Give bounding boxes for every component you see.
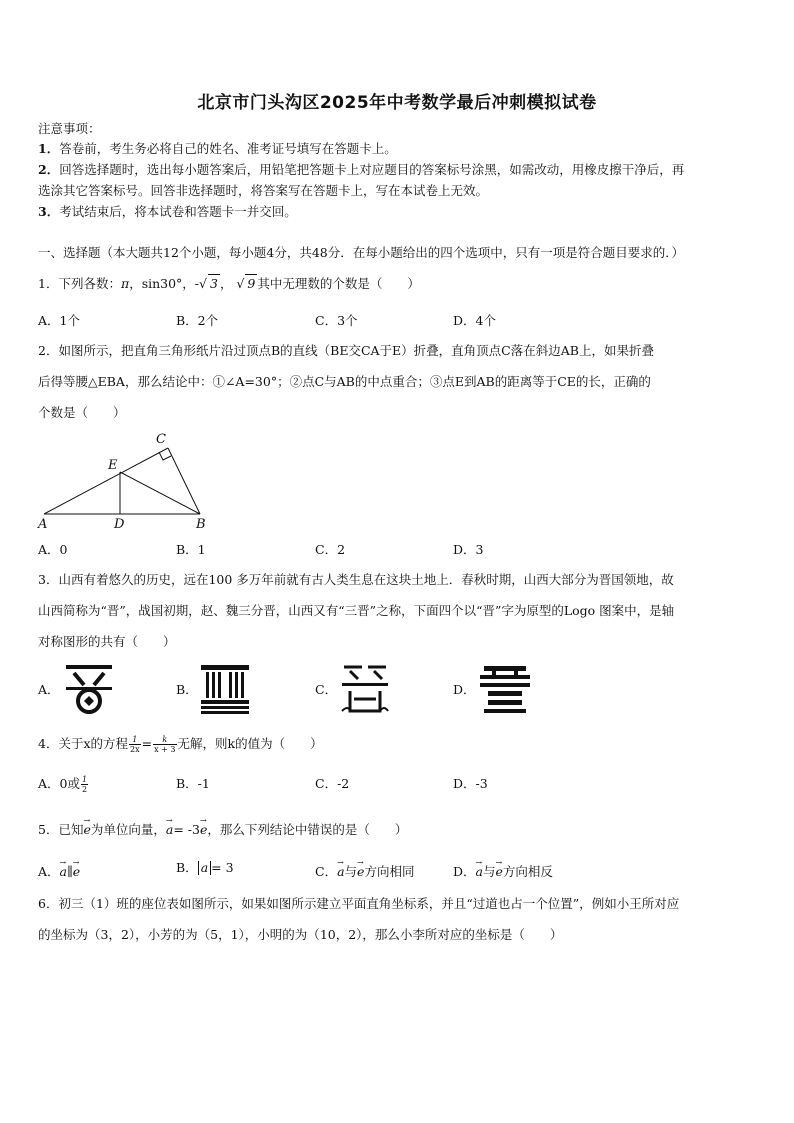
q1-pi: π: [120, 276, 130, 291]
q4-fraction-1: $\frac{1}{2x}$: [130, 735, 140, 754]
question-6-line-1: 6．初三（1）班的座位表如图所示，如果如图所示建立平面直角坐标系，并且“过道也占一个位置”，例如小王所对应: [38, 896, 680, 911]
q1-option-b: B．2个: [176, 313, 219, 328]
q4-suffix: 无解，则k的值为（ ）: [177, 736, 323, 751]
q5-option-c: C．→ a与→ e方向相同: [315, 857, 414, 883]
label-d: D: [114, 517, 125, 532]
note-2-text-a: 回答选择题时，选出每小题答案后，用铅笔把答题卡上对应题目的答案标号涂黑，如需改动，用橡皮擦干净后，再: [59, 162, 685, 177]
label-b: B: [196, 517, 206, 532]
q5-mid: 为单位向量，: [90, 822, 166, 837]
question-1: [38, 274, 420, 293]
question-3-line-1: 3．山西有着悠久的历史，远在100 多万年前就有古人类生息在这块土地上．春秋时期，山西大部分为晋国领地，故: [38, 572, 674, 587]
q3-option-c: C．: [315, 682, 338, 697]
page-title: 北京市门头沟区2025年中考数学最后冲刺模拟试卷: [197, 93, 597, 113]
q5-option-d: D．→ a与→ e方向相反: [453, 857, 553, 883]
note-1-num: 1．: [38, 141, 60, 156]
label-c: C: [156, 432, 166, 447]
question-2-line-3: 个数是（ ）: [38, 405, 126, 420]
q5-vector-e-2: → e: [200, 815, 207, 841]
q3-option-d: D．: [453, 682, 476, 697]
q2-option-d: D．3: [453, 542, 484, 557]
q5-option-a: A．→ a∥→ e: [38, 857, 80, 883]
right-angle-mark: [159, 452, 171, 460]
triangle-figure: [32, 430, 212, 535]
q5-rel: = -3: [173, 822, 200, 837]
q5-vector-a: → a: [166, 815, 173, 841]
note-1-text: 答卷前，考生务必将自己的姓名、准考证号填写在答题卡上。: [59, 141, 397, 156]
q2-option-b: B．1: [176, 542, 206, 557]
q3-option-b: B．: [176, 682, 198, 697]
q5-vector-e: → e: [83, 815, 90, 841]
jin-logo-d-icon: [478, 661, 532, 715]
q1-suffix: 其中无理数的个数是（ ）: [257, 276, 420, 291]
note-3: [38, 203, 297, 221]
note-2-num: 2．: [38, 162, 60, 177]
note-2: [38, 161, 684, 179]
edge-cb: [168, 448, 200, 514]
q1-option-a: A．1个: [38, 313, 80, 328]
note-2-cont: 选涂其它答案标号。回答非选择题时，将答案写在答题卡上，写在本试卷上无效。: [38, 183, 489, 198]
sqrt-icon: √: [199, 276, 207, 291]
q4-option-c: C．-2: [315, 776, 350, 791]
note-3-num: 3．: [38, 204, 60, 219]
sqrt-icon: √: [236, 276, 245, 291]
question-5: [38, 815, 407, 841]
q4-option-a: A．0或 $\frac{1}{2}$: [38, 775, 88, 794]
q4-fraction-2: $\frac{k}{x + 3}$: [154, 735, 176, 754]
q2-option-a: A．0: [38, 542, 68, 557]
jin-logo-a-icon: [62, 661, 116, 715]
q2-option-c: C．2: [315, 542, 346, 557]
label-a: A: [38, 517, 48, 532]
question-3-line-3: 对称图形的共有（ ）: [38, 634, 176, 649]
label-e: E: [108, 458, 118, 473]
q1-sqrt9: 9: [247, 276, 256, 291]
question-2-line-1: 2．如图所示，把直角三角形纸片沿过顶点B的直线（BE交CA于E）折叠，直角顶点C落在斜边AB上，如果折叠: [38, 343, 654, 358]
question-6-line-2: 的坐标为（3，2），小芳的为（5，1），小明的为（10，2），那么小李所对应的坐标是（ ）: [38, 927, 563, 942]
q3-option-a: A．: [38, 682, 60, 697]
q1-sqrt3: 3: [210, 276, 218, 291]
question-4: [38, 733, 323, 755]
q4-option-b: B．-1: [176, 776, 210, 791]
edge-ac: [44, 448, 168, 514]
q5-suffix: ，那么下列结论中错误的是（ ）: [207, 822, 408, 837]
q1-option-c: C．3个: [315, 313, 358, 328]
jin-logo-c-icon: [338, 661, 392, 715]
q4-prefix: 4．关于x的方程: [38, 736, 129, 751]
question-3-line-2: 山西简称为“晋”，战国初期，赵、魏三分晋，山西又有“三晋”之称，下面四个以“晋”字为原型的Logo 图案中，是轴: [38, 603, 675, 618]
note-1: [38, 140, 397, 158]
q1-mid: ，sin30°，-: [129, 276, 200, 291]
q5-prefix: 5．已知: [38, 822, 84, 837]
q4-option-d: D．-3: [453, 776, 488, 791]
q1-prefix: 1．下列各数：: [38, 276, 121, 291]
section-heading: 一、选择题（本大题共12个小题，每小题4分，共48分．在每小题给出的四个选项中，只有一项是符合题目要求的．）: [38, 245, 685, 260]
q4-equals: =: [141, 736, 153, 751]
question-2-line-2: 后得等腰△EBA，那么结论中：①∠A=30°；②点C与AB的中点重合；③点E到AB的距离等于CE的长，正确的: [38, 374, 651, 389]
q1-option-d: D．4个: [453, 313, 496, 328]
q5-option-b: B． a = 3: [176, 860, 234, 875]
edge-eb: [120, 472, 200, 514]
jin-logo-b-icon: [198, 661, 252, 715]
q4-option-a-fraction: $\frac{1}{2}$: [81, 775, 88, 794]
notes-heading: 注意事项：: [38, 121, 101, 136]
note-3-text: 考试结束后，将本试卷和答题卡一并交回。: [59, 204, 297, 219]
q1-comma: ，: [219, 276, 233, 291]
